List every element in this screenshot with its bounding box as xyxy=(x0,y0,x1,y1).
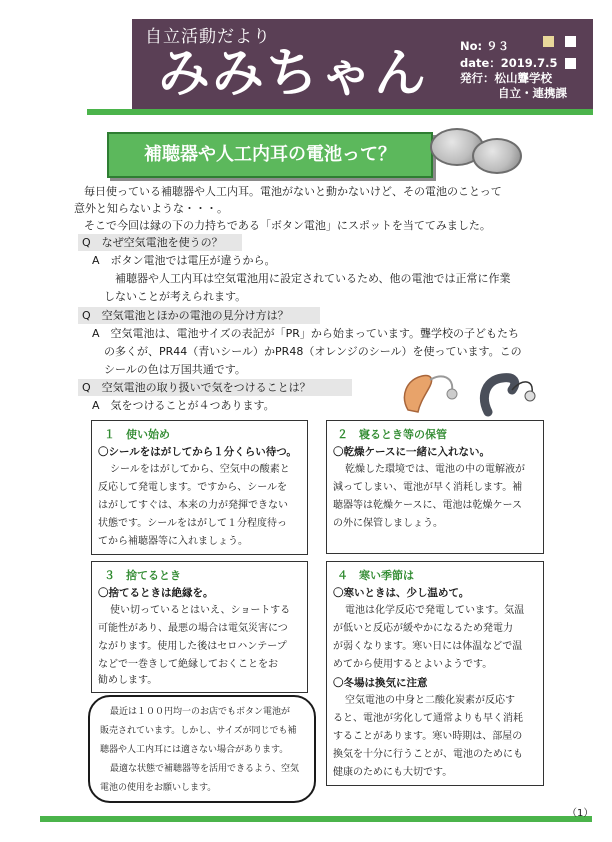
decor-square xyxy=(565,58,576,69)
tip-line: が弱くなります。寒い日には体温などで温 xyxy=(333,641,523,652)
tip-box-disposal xyxy=(91,561,308,693)
tip-sub: 〇捨てるときは絶縁を。 xyxy=(98,587,214,599)
tip-heading: ４ 寒い季節は xyxy=(337,569,414,582)
decor-square xyxy=(565,36,576,47)
tip-line: ると、電池が劣化して通常よりも早く消耗 xyxy=(333,713,523,724)
tip-sub: 〇乾燥ケースに一緒に入れない。 xyxy=(333,446,490,458)
newsletter-name: みみちゃん xyxy=(158,44,429,104)
tip-line: 可能性があり、最悪の場合は電気災害につ xyxy=(98,623,288,634)
tip-line: 乾燥した環境では、電池の中の電解液が xyxy=(345,464,525,475)
tip-line: 勧めします。 xyxy=(98,675,158,686)
tip-heading: １ 使い始め xyxy=(104,428,170,441)
answer-line: A 空気電池は、電池サイズの表記が「PR」から始まっています。聾学校の子どもたち xyxy=(92,327,520,340)
tip-box-start xyxy=(91,420,308,555)
tip-sub: 〇冬場は換気に注意 xyxy=(333,677,428,689)
note-line: 聴器や人工内耳には適さない場合があります。 xyxy=(100,745,289,755)
tip-line: が低いと反応が緩やかになるため発電力 xyxy=(333,623,513,634)
publisher: 発行：松山聾学校 xyxy=(460,71,552,85)
question: Q 空気電池の取り扱いで気をつけることは？ xyxy=(78,379,352,396)
tip-line: の外に保管しましょう。 xyxy=(333,518,443,529)
tip-line: シールをはがしてから、空気中の酸素と xyxy=(110,464,290,475)
green-divider-top xyxy=(87,109,593,115)
tip-line: てから補聴器等に入れましょう。 xyxy=(98,536,248,547)
tip-line: 電池は化学反応で発電しています。気温 xyxy=(345,605,525,616)
tip-line: 空気電池の中身と二酸化炭素が反応す xyxy=(345,695,515,706)
tip-line: ながります。使用した後はセロハンテープ xyxy=(98,641,287,652)
tip-box-cold-season xyxy=(326,561,544,786)
hearing-devices-illustration xyxy=(390,368,540,418)
series-title: 自立活動だより xyxy=(145,27,271,47)
article-title: 補聴器や人工内耳の電池って？ xyxy=(144,144,396,165)
tip-line: 聴器等は乾燥ケースに、電池は乾燥ケース xyxy=(333,500,522,511)
decor-square xyxy=(543,36,554,47)
tip-heading: ３ 捨てるとき xyxy=(104,569,181,582)
article-title-banner xyxy=(107,132,433,178)
answer-line: A ボタン電池では電圧が違うから。 xyxy=(92,254,276,267)
tip-line: 状態です。シールをはがして１分程度待っ xyxy=(98,518,287,529)
tip-sub: 〇寒いときは、少し温めて。 xyxy=(333,587,470,599)
header-left-panel xyxy=(40,19,132,110)
tip-line: などで一巻きして絶縁しておくことをお xyxy=(98,659,278,670)
page-number: （1） xyxy=(567,808,594,819)
tip-line: 反応して発電します。ですから、シールを xyxy=(98,482,287,493)
hearing-aid-icon xyxy=(404,375,457,412)
note-line: 最近は１００円均一のお店でもボタン電池が xyxy=(110,707,291,717)
department: 自立・連携課 xyxy=(498,86,567,100)
button-battery-icon xyxy=(472,138,522,174)
intro-line: そこで今回は縁の下の力持ちである「ボタン電池」にスポットを当ててみました。 xyxy=(84,219,491,232)
answer-line: の多くが、PR44（青いシール）かPR48（オレンジのシール）を使っています。この xyxy=(104,345,522,358)
tip-line: めてから使用するとよいようです。 xyxy=(333,659,493,670)
tip-box-storage xyxy=(326,420,544,554)
note-line: 電池の使用をお願いします。 xyxy=(100,783,217,793)
answer-line: A 気をつけることが４つあります。 xyxy=(92,399,275,412)
tip-line: 健康のためにも大切です。 xyxy=(333,767,453,778)
note-line: 最適な状態で補聴器等を活用できるよう、空気 xyxy=(110,764,300,774)
answer-line: 補聴器や人工内耳は空気電池用に設定されているため、他の電池では正常に作業 xyxy=(104,272,511,285)
tip-line: 使い切っているとはいえ、ショートする xyxy=(110,605,291,616)
tip-line: 換気を十分に行うことが、電池のためにも xyxy=(333,749,523,760)
tip-line: 減ってしまい、電池が早く消耗します。補 xyxy=(333,482,523,493)
answer-line: シールの色は万国共通です。 xyxy=(104,363,246,376)
question: Q なぜ空気電池を使うの？ xyxy=(78,234,242,251)
cochlear-implant-icon xyxy=(484,378,535,412)
green-divider-bottom xyxy=(40,816,592,822)
intro-line: 意外と知らないような・・・。 xyxy=(74,202,228,215)
note-box xyxy=(88,695,316,803)
issue-date: date：2019.7.5 xyxy=(460,56,558,70)
intro-line: 毎日使っている補聴器や人工内耳。電池がないと動かないけど、その電池のことって xyxy=(84,185,502,198)
question: Q 空気電池とほかの電池の見分け方は？ xyxy=(78,307,320,324)
issue-number: No: ９３ xyxy=(460,39,510,53)
tip-line: することがあります。寒い時期は、部屋の xyxy=(333,731,523,742)
answer-line: しないことが考えられます。 xyxy=(104,290,247,303)
note-line: 販売されています。しかし、サイズが同じでも補 xyxy=(100,726,297,736)
tip-sub: 〇シールをはがしてから１分くらい待つ。 xyxy=(98,446,297,458)
tip-heading: ２ 寝るとき等の保管 xyxy=(337,428,447,441)
tip-line: はがしてすぐは、本来の力が発揮できない xyxy=(98,500,288,511)
